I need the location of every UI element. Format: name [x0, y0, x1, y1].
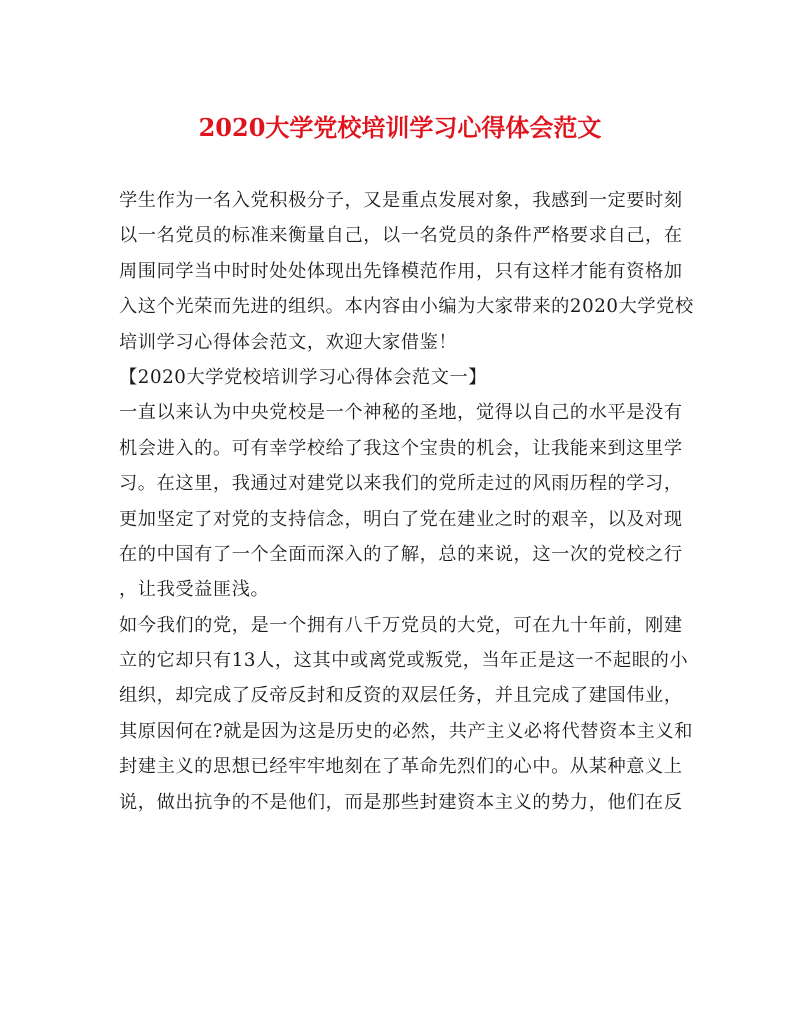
paragraph-line: 习。在这里，我通过对建党以来我们的党所走过的风雨历程的学习，: [119, 473, 683, 495]
paragraph-line: 更加坚定了对党的支持信念，明白了党在建业之时的艰辛，以及对现: [119, 508, 683, 530]
paragraph-line: 机会进入的。可有幸学校给了我这个宝贵的机会，让我能来到这里学: [119, 437, 683, 459]
paragraph-line: 封建主义的思想已经牢牢地刻在了革命先烈们的心中。从某种意义上: [119, 756, 683, 778]
document-body: [119, 183, 694, 820]
paragraph-line: 培训学习心得体会范文，欢迎大家借鉴！: [119, 331, 458, 353]
paragraph-line: 其原因何在?就是因为这是历史的必然，共产主义必将代替资本主义和: [119, 720, 693, 742]
paragraph-line: 立的它却只有13人，这其中或离党或叛党，当年正是这一不起眼的小: [119, 650, 689, 672]
paragraph-line: 学生作为一名入党积极分子，又是重点发展对象，我感到一定要时刻: [119, 190, 683, 211]
paragraph-line: 以一名党员的标准来衡量自己，以一名党员的条件严格要求自己，在: [119, 225, 683, 247]
paragraph-line: 在的中国有了一个全面而深入的了解，总的来说，这一次的党校之行: [119, 543, 683, 565]
paragraph-line: 周围同学当中时时处处体现出先锋模范作用，只有这样才能有资格加: [119, 260, 683, 282]
paragraph-line: 如今我们的党，是一个拥有八千万党员的大党，可在九十年前，刚建: [119, 614, 683, 636]
paragraph-line: 说，做出抗争的不是他们，而是那些封建资本主义的势力，他们在反: [119, 791, 683, 813]
document-title: 2020大学党校培训学习心得体会范文: [198, 113, 602, 142]
paragraph-line: ，让我受益匪浅。: [119, 579, 270, 601]
paragraph-line: 组织，却完成了反帝反封和反资的双层任务，并且完成了建国伟业，: [119, 685, 683, 707]
section-heading: 【2020大学党校培训学习心得体会范文一】: [119, 366, 488, 388]
paragraph-line: 一直以来认为中央党校是一个神秘的圣地，觉得以自己的水平是没有: [119, 402, 683, 424]
paragraph-line: 入这个光荣而先进的组织。本内容由小编为大家带来的2020大学党校: [119, 296, 694, 318]
